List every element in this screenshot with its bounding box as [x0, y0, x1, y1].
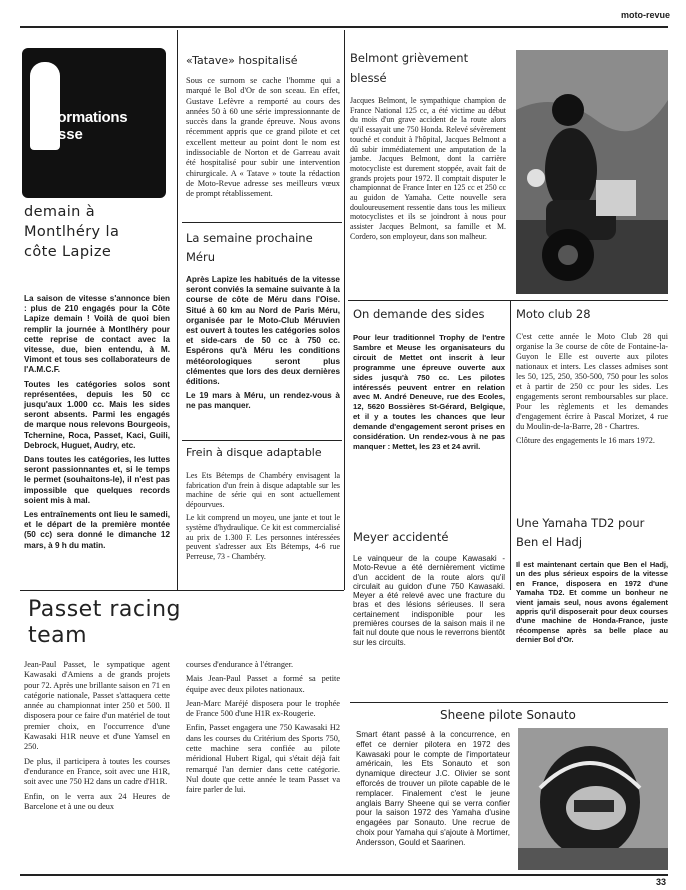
yamaha-title: Une Yamaha TD2 pour Ben el Hadj: [516, 516, 645, 549]
magazine-name: moto-revue: [620, 10, 670, 20]
logo-line2: vitesse: [32, 126, 83, 143]
meru-paragraph: Après Lapize les habitués de la vitesse seront conviés la semaine suivante à la course de côte de Méru dans l'Oise. Situé à 60 km au Nord de Paris Méru, organisée par le Moto-Club Méruvien est ouvert à toutes les catégories solos et side-cars de 50 cc à 750 cc. Espérons qu'à Méru les conditions météorologiques seront plus clémentes que lors des deux dernières éditions.: [186, 275, 340, 387]
passet-title: Passet racing team: [28, 597, 181, 648]
passet-paragraph: Mais Jean-Paul Passet a formé sa petite équipe avec deux pilotes nationaux.: [186, 674, 340, 694]
sheene-title: Sheene pilote Sonauto: [440, 708, 576, 722]
rider-helmet-image: [518, 728, 668, 870]
passet-col1: [24, 660, 170, 816]
informations-paragraph: La saison de vitesse s'annonce bien : plus de 210 engagés pour la Côte Lapize demain ! Voilà de quoi bien remplir la journée à Montlhéry pour cette reprise de contact avec la vitesse, due, bien entendu, à M. Vimont et tous ses collaborateurs de l'A.M.C.F.: [24, 294, 170, 375]
motoclub-paragraph: C'est cette année le Moto Club 28 qui organise la 3e course de côte de Fontaine-la-Guyon le Elle est ouverte aux pilotes nationaux et inters. Les classes admises sont les 50, 125, 250, 350-500, 750 pour les solos et à partir de 250 cc pour les sides. Les engagements seront remboursables sur place. Pour les règlements et les demandes d'engagement écrire à Pascal Morizet, 4 rue du Moulin-de-la-Barre, 28 - Chartres.: [516, 332, 668, 431]
passet-paragraph: Jean-Marc Maréjé disposera pour le trophée de France 500 d'une H1R ex-Rougerie.: [186, 698, 340, 719]
frein-body: [186, 471, 340, 565]
passet-col2: [186, 660, 340, 800]
page-number: 33: [655, 877, 666, 887]
informations-paragraph: Dans toutes les catégories, les luttes seront passionnantes et, si le temps le permet (souhaitons-le), il n'est pas impossible que quelques records soient mis à mal.: [24, 455, 170, 505]
section-rule: [348, 300, 668, 301]
passet-paragraph: Enfin, Passet engagera une 750 Kawasaki H2 dans les courses du Critérium des Sports 750, cette machine sera confiée au pilote méridional Hubert Rigal, qui s'était déjà fait remarqué l'an dernier dans cette catégorie. Nul doute que cette année le team Passet va faire parler de lui.: [186, 723, 340, 795]
passet-paragraph: courses d'endurance à l'étranger.: [186, 660, 294, 669]
column-divider: [510, 300, 511, 590]
informations-paragraph: Toutes les catégories solos sont représentées, depuis les 50 cc jusqu'aux 1.000 cc. Mais les sides seront absents. Parmi les engagés de marque nous relevons Bourgeois, Tchernine, Roca, Passet, Kaci, Guili, Debrock, Huguet, Audry, etc.: [24, 379, 170, 450]
meru-body: [186, 275, 340, 416]
column-divider: [177, 30, 178, 590]
sides-body: Pour leur traditionnel Trophy de l'entre Sambre et Meuse les organisateurs du circuit de Mettet ont inscrit à leur programme une épreuve ouverte aux sides jusqu'à 750 cc. Les pilotes intéressés peuvent entrer en relation avec M. André Deneuve, rue des Ecoles, 12, 5620 Bossières St-Gérard, Belgique, et il y a toutes les chances que leur demande d'engagement seront prises en considération. Un rendez-vous à ne pas manquer : Mettet, les 23 et 24 avril.: [353, 333, 505, 451]
passet-paragraph: Jean-Paul Passet, le sympatique agent Kawasaki d'Amiens a de grands projets pour 72. Après une brillante saison en 71 en catégorie nationale, Passet s'attaquera cette année au championnat inter 250 et 500. Il disposera pour ce faire d'un matériel de tout premier choix, en l'occurrence d'une Kawasaki H1R neuve et d'une Yamsel en 250.: [24, 660, 170, 752]
sides-title: On demande des sides: [353, 307, 485, 321]
tatave-title: «Tatave» hospitalisé: [186, 54, 298, 67]
frein-title: Frein à disque adaptable: [186, 446, 322, 459]
section-rule: [350, 702, 668, 703]
belmont-title: Belmont grièvement blessé: [350, 51, 469, 85]
motoclub-paragraph: Clôture des engagements le 16 mars 1972.: [516, 436, 655, 445]
bottom-rule: [20, 874, 668, 876]
sheene-photo: [518, 728, 668, 870]
belmont-body: Jacques Belmont, le sympathique champion de France National 125 cc, a été victime au début du mois d'un grave accident de la route alors qu'il essayait une 750 Honda. Relevé sévèrement touché et conduit à l'hôpital, Jacques Belmont a dû subir immédiatement une amputation de la jambe. Jacques Belmont, dont la carrière motocycliste est durement stoppée, avait fait de grands projets pour 1972. Il comptait disputer le championnat de France Inter en 125 cc et 250 cc au guidon de Yamaha. Cette nouvelle sera douloureusement ressentie dans tous les milieux motocyclistes et ils se joindront à nous pour assister Jacques Belmont, sa famille et M. Cordero, son employeur, dans son malheur.: [350, 96, 506, 241]
sheene-body: Smart étant passé à la concurrence, en effet ce dernier pilotera en 1972 des Kawasaki pour le compte de l'importateur américain, les Ets Sonauto et son dynamique directeur J.C. Olivier se sont efforcés de trouver un pilote capable de le remplacer. Finalement c'est le jeune anglais Barry Sheene qui se verra confier pour la saison 1972 des Yamaha d'usine engagées par Sonauto. Une recrue de choix pour Yamaha qui s'ajoute à Mortimer, Andersson, Gould et Saarinen.: [356, 730, 510, 847]
section-rule: [182, 222, 342, 223]
motoclub-title: Moto club 28: [516, 307, 591, 321]
motoclub-body: [516, 332, 668, 450]
meyer-title: Meyer accidenté: [353, 530, 449, 544]
informations-paragraph: Les entraînements ont lieu le samedi, et le départ de la première montée (50 cc) sera donné le dimanche 12 mars, à 9 h du matin.: [24, 510, 170, 550]
tatave-body: Sous ce surnom se cache l'homme qui a marqué le Bol d'Or de son sceau. En effet, Gustave Lefèvre a remporté au cours des années 50 à 60 une série impressionnante de succès dans la grande épreuve. Nous avons récemment appris que ce grand pilote et cet excellent metteur au point dont le nom est indissociable de Norton et de Garreau avait été hospitalisé pour subir une intervention chirurgicale. A « Tatave » toute la rédaction de Moto-Revue adresse ses meilleurs vœux de prompt rétablissement.: [186, 76, 340, 199]
logo-line1: Informations: [40, 109, 128, 126]
column-divider: [344, 30, 345, 590]
passet-paragraph: De plus, il participera à toutes les courses d'endurance en France, soit avec une H1R, soit avec une 750 H2 dans un cadre d'H1R.: [24, 756, 170, 787]
section-rule: [20, 590, 344, 591]
frein-paragraph: Le kit comprend un moyeu, une jante et tout le système d'hydraulique. Ce kit est commercialisé au prix de 1.300 F. Les personnes intéressées peuvent s'adresser aux Ets Bétemps, 4-6 rue Perreuse, 73 - Chambéry.: [186, 513, 340, 561]
meyer-body: Le vainqueur de la coupe Kawasaki - Moto-Revue a été dernièrement victime d'un accident de la route alors qu'il circulait au guidon d'une 750 Kawasaki. Meyer a été relevé avec une fracture du bras et des lésions sérieuses. Il sera certainement indisponible pour les premières courses de la saison mais il ne fait nul doute que nous le reverrons bientôt sur les circuits.: [353, 554, 505, 647]
informations-logo: [22, 48, 166, 198]
yamaha-body: Il est maintenant certain que Ben el Hadj, un des plus sérieux espoirs de la vitesse en France, disposera en 1972 d'une Yamaha TD2. Et comme un bonheur ne vient jamais seul, nous avons également appris qu'il disposerait pour deux courses d'une machine de Honda-France, juste récompense après sa belle place au dernier Bol d'Or.: [516, 560, 668, 645]
top-rule: [20, 26, 668, 28]
belmont-photo: [516, 50, 668, 294]
informations-body: [24, 294, 170, 555]
frein-paragraph: Les Ets Bétemps de Chambéry envisagent la fabrication d'un frein à disque adaptable sur les machine de série qui en sont actuellement dépourvues.: [186, 471, 340, 509]
section-rule: [182, 440, 342, 441]
meru-title: La semaine prochaine Méru: [186, 231, 313, 264]
motorcycle-rider-image: [516, 50, 668, 294]
passet-paragraph: Enfin, on le verra aux 24 Heures de Barcelone et à une ou deux: [24, 791, 170, 811]
informations-title: demain à Montlhéry la côte Lapize: [24, 204, 120, 260]
meru-paragraph: Le 19 mars à Méru, un rendez-vous à ne pas manquer.: [186, 391, 340, 411]
